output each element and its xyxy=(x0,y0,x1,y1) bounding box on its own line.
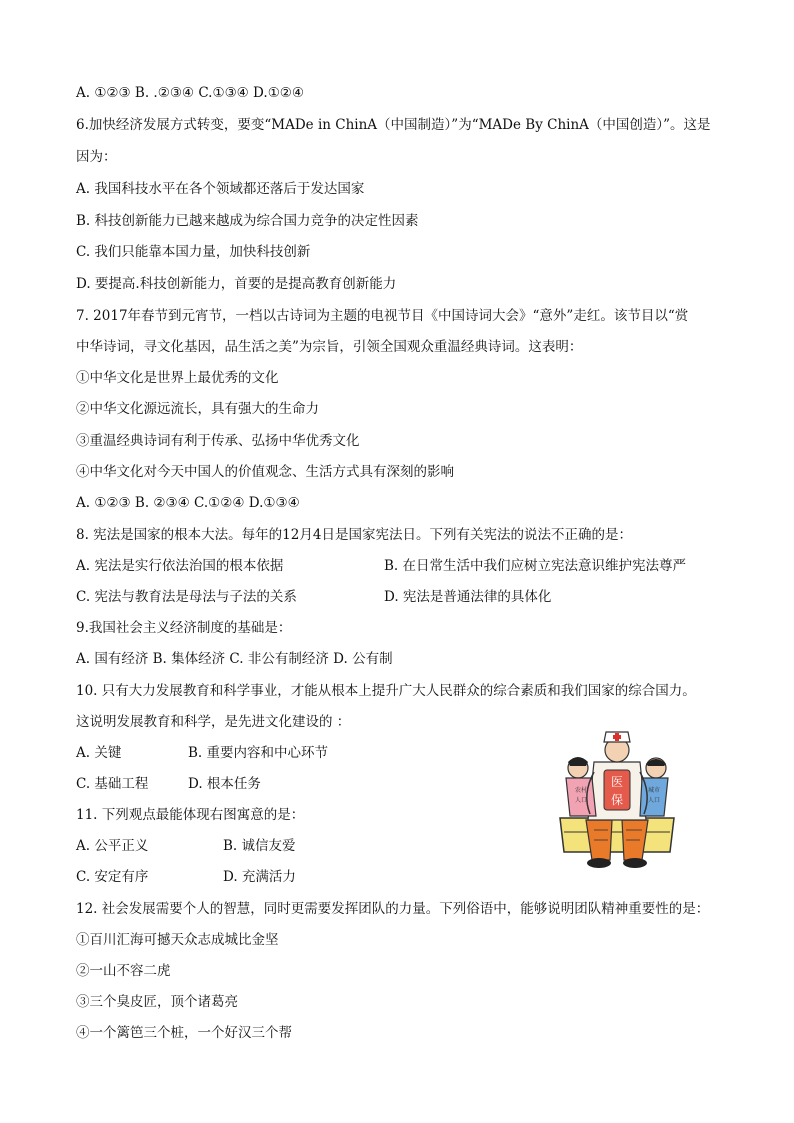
rural-label-1: 农村 xyxy=(574,787,588,794)
q6-stem-line-2: 因为： xyxy=(76,149,117,165)
q10-stem-line-1: 10. 只有大力发展教育和科学事业，才能从根本上提升广大人民群众的综合素质和我们国家的综合国力。 xyxy=(76,683,696,699)
q7-statement-4: ④中华文化对今天中国人的价值观念、生活方式具有深刻的影响 xyxy=(76,464,454,480)
q8-stem: 8. 宪法是国家的根本大法。每年的12月4日是国家宪法日。下列有关宪法的说法不正确的是： xyxy=(76,527,632,543)
badge-label-1: 医 xyxy=(610,775,624,789)
bench xyxy=(560,818,674,852)
q6-stem-line-1: 6.加快经济发展方式转变，要变“MADe in ChinA（中国制造）”为“MADe By ChinA（中国创造）”。这是 xyxy=(76,117,711,133)
q10-option-d: D. 根本任务 xyxy=(188,776,261,792)
q6-option-d: D. 要提高.科技创新能力，首要的是提高教育创新能力 xyxy=(76,276,397,292)
q12-statement-1: ①百川汇海可撼天众志成城比金坚 xyxy=(76,932,279,948)
q9-stem: 9.我国社会主义经济制度的基础是： xyxy=(76,620,292,636)
q7-stem-line-2: 中华诗词，寻文化基因，品生活之美”为宗旨，引领全国观众重温经典诗词。这表明： xyxy=(76,339,583,355)
q9-options: A. 国有经济 B. 集体经济 C. 非公有制经济 D. 公有制 xyxy=(76,651,393,667)
urban-label-1: 城市 xyxy=(647,787,661,794)
q12-statement-4: ④一个篱笆三个桩，一个好汉三个帮 xyxy=(76,1025,292,1041)
q11-option-c: C. 安定有序 xyxy=(76,869,149,885)
q10-option-b: B. 重要内容和中心环节 xyxy=(188,745,329,761)
q5-options: A. ①②③ B. .②③④ C.①③④ D.①②④ xyxy=(76,85,305,101)
q6-option-c: C. 我们只能靠本国力量，加快科技创新 xyxy=(76,244,311,260)
shoe-right xyxy=(623,858,647,868)
badge-label-2: 保 xyxy=(610,793,624,807)
shoe-left xyxy=(587,858,611,868)
q8-option-a: A. 宪法是实行依法治国的根本依据 xyxy=(76,558,284,574)
q10-option-a: A. 关键 xyxy=(76,745,122,761)
q8-option-c: C. 宪法与教育法是母法与子法的关系 xyxy=(76,589,297,605)
q8-option-d: D. 宪法是普通法律的具体化 xyxy=(384,589,552,605)
medical-insurance-cartoon xyxy=(552,722,682,870)
q7-options: A. ①②③ B. ②③④ C.①②④ D.①③④ xyxy=(76,495,300,511)
q10-option-c: C. 基础工程 xyxy=(76,776,149,792)
q12-stem: 12. 社会发展需要个人的智慧，同时更需要发挥团队的力量。下列俗语中，能够说明团队精神重要性的是： xyxy=(76,901,710,917)
q8-option-b: B. 在日常生活中我们应树立宪法意识维护宪法尊严 xyxy=(384,558,687,574)
q11-option-a: A. 公平正义 xyxy=(76,838,149,854)
q11-stem: 11. 下列观点最能体现右图寓意的是： xyxy=(76,807,305,823)
q7-statement-1: ①中华文化是世界上最优秀的文化 xyxy=(76,370,279,386)
q7-statement-3: ③重温经典诗词有利于传承、弘扬中华优秀文化 xyxy=(76,433,360,449)
q7-statement-2: ②中华文化源远流长，具有强大的生命力 xyxy=(76,401,319,417)
q12-statement-2: ②一山不容二虎 xyxy=(76,963,171,979)
q11-option-d: D. 充满活力 xyxy=(223,869,296,885)
q7-stem-line-1: 7. 2017年春节到元宵节，一档以古诗词为主题的电视节目《中国诗词大会》“意外”走红。该节目以“赏 xyxy=(76,308,689,324)
q6-option-b: B. 科技创新能力已越来越成为综合国力竞争的决定性因素 xyxy=(76,213,419,229)
red-cross-icon xyxy=(613,735,621,739)
q6-option-a: A. 我国科技水平在各个领域都还落后于发达国家 xyxy=(76,181,365,197)
q11-option-b: B. 诚信友爱 xyxy=(223,838,296,854)
q10-stem-line-2: 这说明发展教育和科学，是先进文化建设的 ： xyxy=(76,714,351,730)
q12-statement-3: ③三个臭皮匠，顶个诸葛亮 xyxy=(76,994,238,1010)
rural-label-2: 人口 xyxy=(574,797,588,804)
urban-label-2: 人口 xyxy=(647,797,661,804)
